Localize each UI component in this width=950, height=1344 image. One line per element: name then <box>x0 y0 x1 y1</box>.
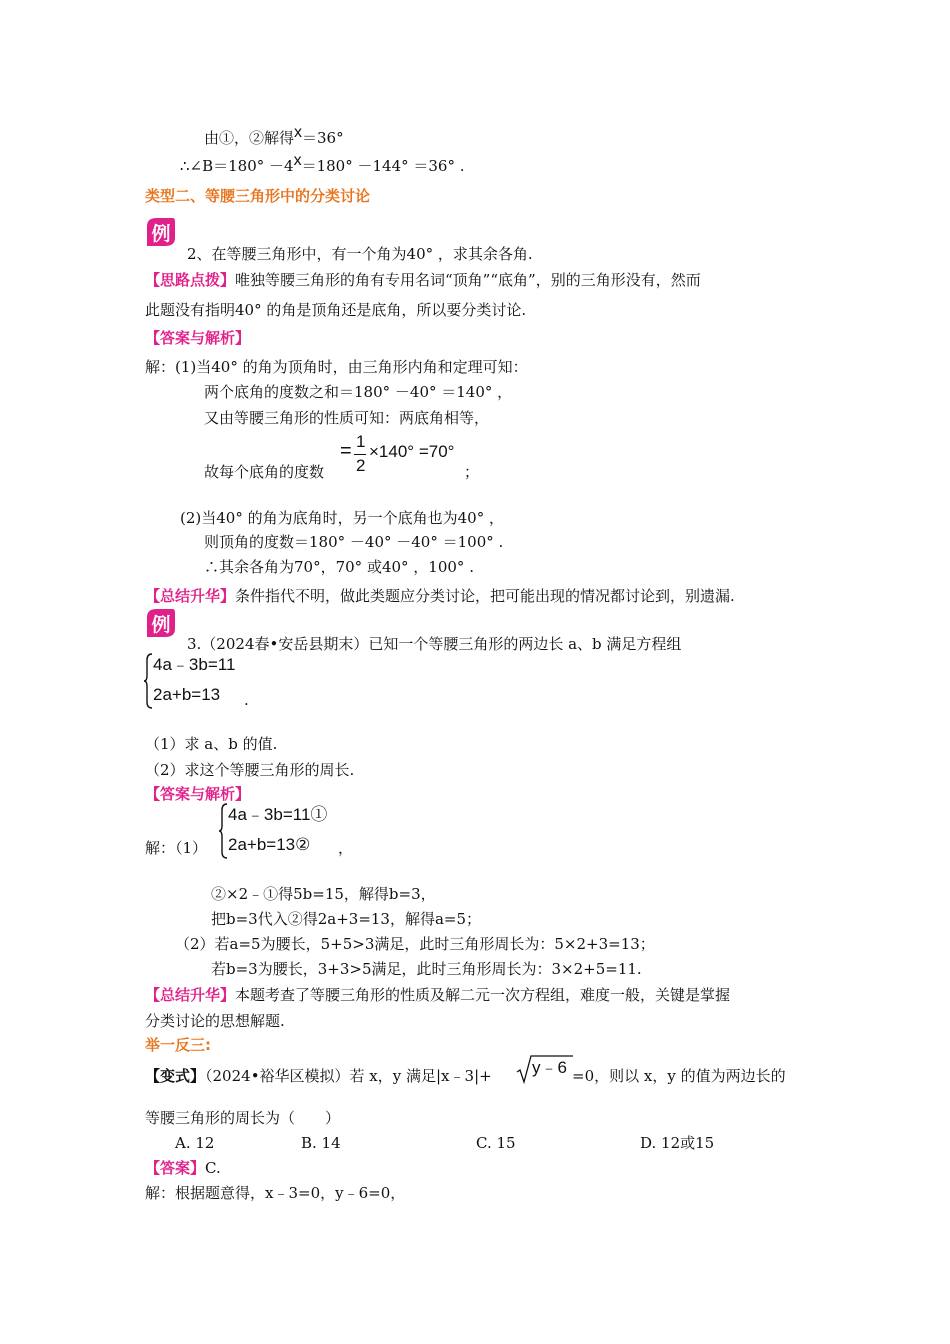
solution-line: 两个底角的度数之和＝180° －40° ＝140° ， <box>204 383 513 401</box>
equation-1: 4a﹣3b=11① <box>228 805 328 824</box>
fraction-denominator: 2 <box>356 456 366 475</box>
summary-line <box>145 985 730 1005</box>
solution-line: ②×2﹣①得5b=15，解得b=3， <box>211 885 436 903</box>
solution-line <box>204 124 344 149</box>
solution-line <box>180 152 465 177</box>
brace-icon <box>143 652 153 710</box>
summary-tag: 【总结升华】 <box>145 587 236 605</box>
summary-tag: 【总结升华】 <box>145 986 236 1004</box>
solution-line: 若b=3为腰长，3+3>5满足，此时三角形周长为：3×2+5=11. <box>211 960 642 978</box>
tip-line: 此题没有指明40° 的角是顶角还是底角，所以要分类讨论. <box>145 301 527 319</box>
text: 唯独等腰三角形的角有专用名词“顶角”“底角”，别的三角形没有，然而 <box>235 271 701 289</box>
answer-tag: 【答案与解析】 <box>145 329 251 347</box>
solution-line: 把b=3代入②得2a+3=13，解得a=5； <box>211 910 482 928</box>
tip-line <box>145 270 701 290</box>
variant-line: 等腰三角形的周长为（ ） <box>145 1109 341 1127</box>
variable-x: x <box>294 124 303 141</box>
question-part: （1）求 a、b 的值. <box>145 735 278 753</box>
variant-text: =0，则以 x，y 的值为两边长的 <box>572 1067 786 1085</box>
answer-tag: 【答案】 <box>145 1159 206 1177</box>
sqrt-content: y﹣6 <box>532 1058 567 1077</box>
example-question: 2、在等腰三角形中，有一个角为40° ，求其余各角. <box>187 245 533 263</box>
equation-system <box>218 802 348 860</box>
solution-line: 又由等腰三角形的性质可知：两底角相等， <box>204 409 490 427</box>
text: ＝180° －144° ＝36° . <box>301 157 465 175</box>
answer-line <box>145 1158 221 1178</box>
option-c: C. 15 <box>476 1134 516 1152</box>
solution-line: (2)当40° 的角为底角时，另一个底角也为40° ， <box>180 509 504 527</box>
text: 条件指代不明，做此类题应分类讨论，把可能出现的情况都讨论到，别遗漏. <box>235 587 735 605</box>
answer-tag: 【答案与解析】 <box>145 785 251 803</box>
tip-tag: 【思路点拨】 <box>145 271 236 289</box>
summary-line: 分类讨论的思想解题. <box>145 1012 285 1030</box>
text: 由①，②解得 <box>204 129 295 147</box>
variant-tag: 【变式】 <box>145 1067 206 1085</box>
option-b: B. 14 <box>301 1134 341 1152</box>
equation-2: 2a+b=13② <box>228 835 311 854</box>
equals-sign: = <box>340 440 352 462</box>
solution-line: 解：根据题意得，x﹣3=0，y﹣6=0， <box>145 1184 406 1202</box>
fraction-bar <box>354 454 366 455</box>
solution-label: 解：（1） <box>145 839 208 857</box>
text: ＝36° <box>302 129 344 147</box>
summary-line <box>145 586 735 606</box>
fraction-rest: ×140° =70° <box>369 442 455 461</box>
option-d: D. 12或15 <box>640 1134 715 1152</box>
option-a: A. 12 <box>175 1134 215 1152</box>
equation-system <box>143 652 253 710</box>
example-badge-icon <box>143 607 177 641</box>
solution-line: 解：(1)当40° 的角为顶角时，由三角形内角和定理可知： <box>145 358 528 376</box>
section-heading: 类型二、等腰三角形中的分类讨论 <box>145 187 371 205</box>
question-part: （2）求这个等腰三角形的周长. <box>145 761 355 779</box>
solution-line: 则顶角的度数＝180° －40° －40° ＝100° . <box>204 533 504 551</box>
comma: ， <box>338 839 354 857</box>
variant-line <box>145 1066 492 1086</box>
brace-icon <box>218 802 228 860</box>
solution-line: （2）若a=5为腰长，5+5>3满足，此时三角形周长为：5×2+3=13； <box>175 935 655 953</box>
period: . <box>244 691 249 709</box>
equation-2: 2a+b=13 <box>153 685 221 704</box>
fraction-numerator: 1 <box>356 432 366 451</box>
text: 本题考查了等腰三角形的性质及解二元一次方程组，难度一般，关键是掌握 <box>235 986 731 1004</box>
badge-text: 例 <box>151 223 171 245</box>
text: ∴∠B＝180° －4 <box>180 157 294 175</box>
semicolon: ； <box>464 463 480 481</box>
equation-1: 4a﹣3b=11 <box>153 655 236 674</box>
variable-x: x <box>293 152 302 169</box>
badge-text: 例 <box>151 614 171 636</box>
section-heading: 举一反三: <box>145 1036 211 1054</box>
example-badge-icon <box>143 216 177 250</box>
example-question: 3.（2024春•安岳县期末）已知一个等腰三角形的两边长 a、b 满足方程组 <box>187 635 682 653</box>
solution-line: ∴其余各角为70°，70° 或40° ，100° . <box>204 558 474 576</box>
text: C. <box>205 1159 221 1177</box>
text: （2024•裕华区模拟）若 x，y 满足|x﹣3|+ <box>205 1067 492 1085</box>
solution-line: 故每个底角的度数 <box>204 463 325 481</box>
